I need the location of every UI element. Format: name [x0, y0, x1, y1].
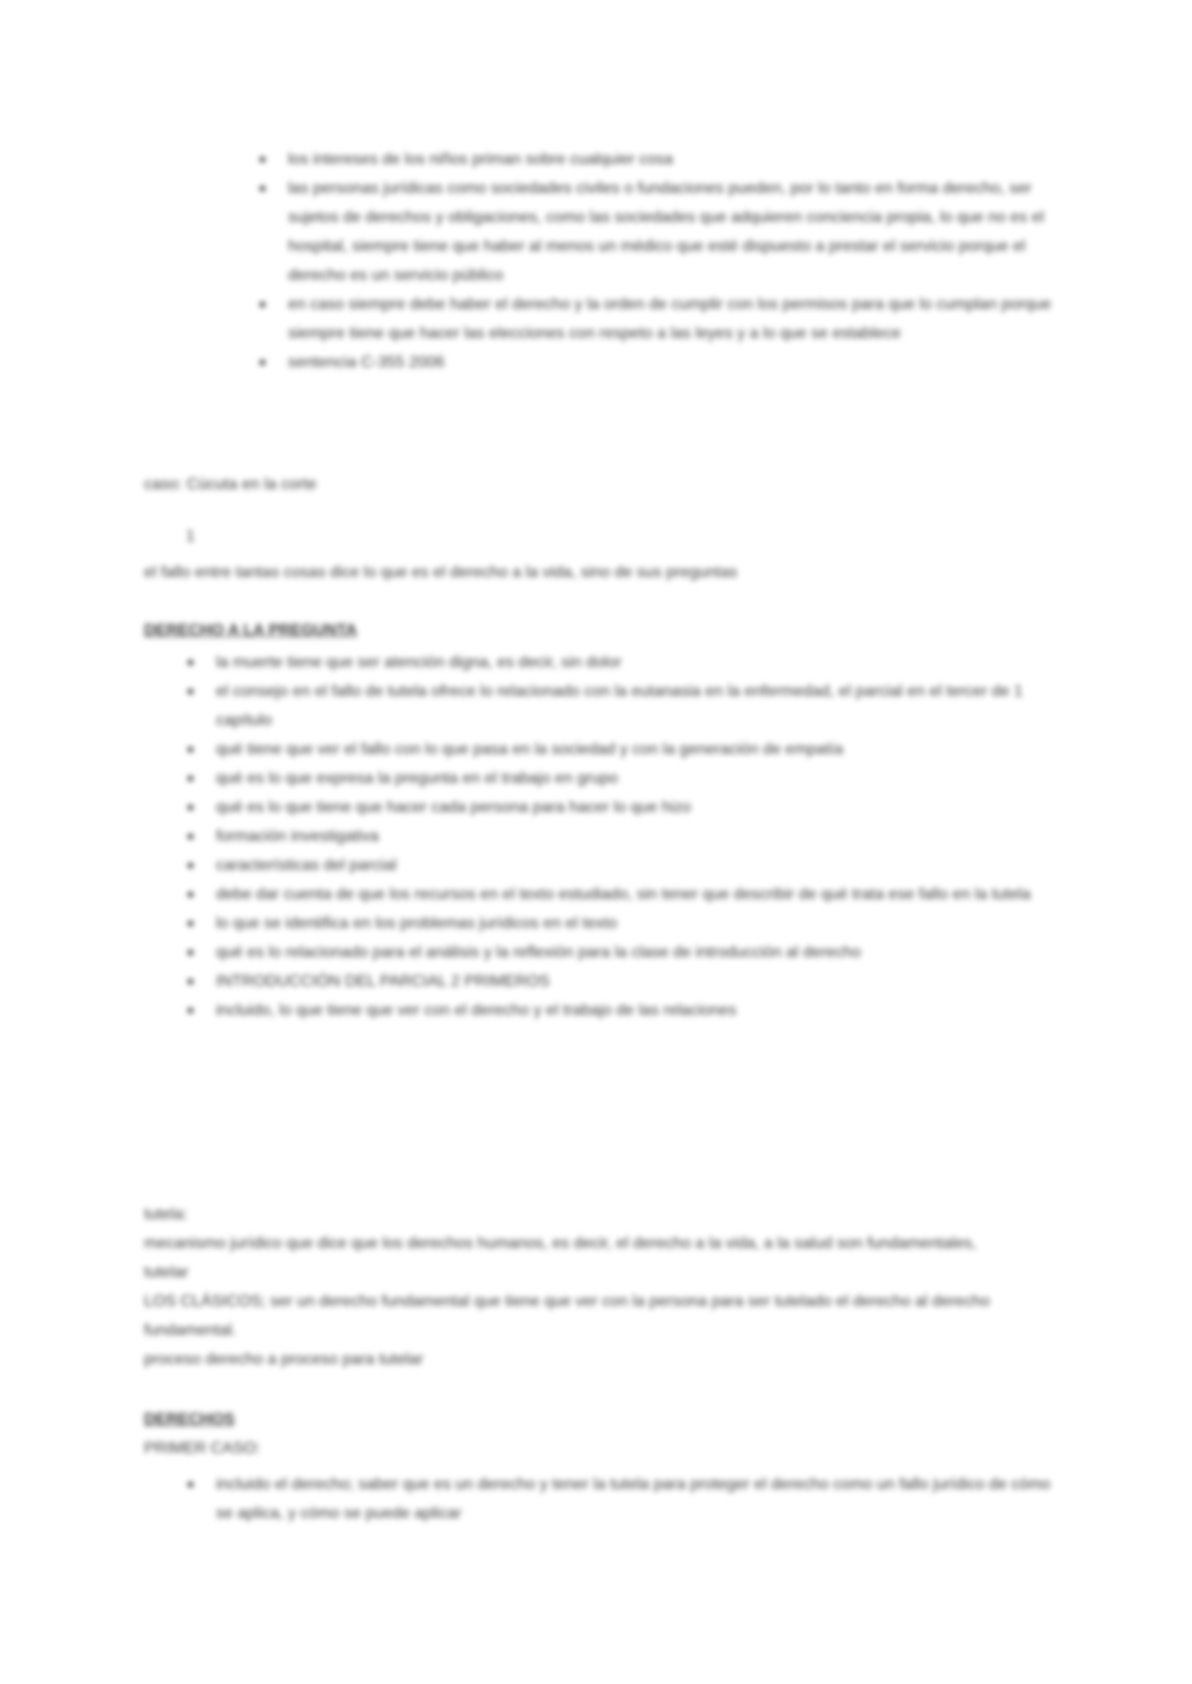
subheading-primer-caso: PRIMER CASO:	[144, 1440, 261, 1457]
text-line: mecanismo jurídico que dice que los derechos humanos, es decir, el derecho a la vida, a la salud son fundamentales,	[144, 1235, 977, 1252]
list-item: qué es lo relacionado para el análisis y la reflexión para la clase de introducción al derecho	[216, 938, 1056, 967]
list-item: qué es lo que tiene que hacer cada persona para hacer lo que hizo	[216, 793, 1056, 822]
paragraph-caso: el fallo entre tantas cosas dice lo que es el derecho a la vida, sino de sus preguntas	[144, 564, 738, 581]
section-heading-caso: caso: Cúcuta en la corte	[144, 476, 317, 493]
list-item: las personas jurídicas como sociedades civiles o fundaciones pueden, por lo tanto en forma derecho, ser sujetos de derechos y obligaciones, como las sociedades que adquieren conciencia propia, lo que no es el hospital, siempre tiene que haber al menos un médico que esté dispuesto a prestar el servicio porque el derecho es un servicio público	[288, 174, 1058, 290]
bullet-list-bottom	[216, 1470, 1056, 1528]
list-item: características del parcial	[216, 851, 1056, 880]
list-item: incluido el derecho; saber que es un derecho y tener la tutela para proteger el derecho como un fallo jurídico de cómo se aplica, y cómo se puede aplicar	[216, 1470, 1056, 1528]
list-item: los intereses de los niños priman sobre cualquier cosa	[288, 145, 1058, 174]
bullet-list-top	[288, 145, 1058, 377]
section-heading-derecho: DERECHO A LA PREGUNTA	[144, 622, 358, 639]
paragraph-tutela	[144, 1200, 1044, 1374]
list-item: qué es lo que expresa la pregunta en el trabajo en grupo	[216, 764, 1056, 793]
list-item: sentencia C-355 2006	[288, 348, 1058, 377]
list-item: debe dar cuenta de que los recursos en el texto estudiado, sin tener que describir de qué trata ese fallo en la tutela	[216, 880, 1056, 909]
text-line: tutela:	[144, 1206, 188, 1223]
text-line: tutelar	[144, 1264, 189, 1281]
list-item: incluido, lo que tiene que ver con el derecho y el trabajo de las relaciones	[216, 996, 1056, 1025]
text-line: proceso derecho a proceso para tutelar	[144, 1351, 424, 1368]
section-heading-derechos: DERECHOS	[144, 1411, 235, 1428]
list-item: qué tiene que ver el fallo con lo que pasa en la sociedad y con la generación de empatía	[216, 735, 1056, 764]
numbered-marker: 1	[186, 528, 195, 545]
list-item: la muerte tiene que ser atención digna, es decir, sin dolor	[216, 648, 1056, 677]
list-item: INTRODUCCIÓN DEL PARCIAL 2 PRIMEROS	[216, 967, 1056, 996]
text-line: LOS CLÁSICOS; ser un derecho fundamental que tiene que ver con la persona para ser tutelado el derecho al derecho fundamental.	[144, 1293, 990, 1339]
bullet-list-middle	[216, 648, 1056, 1025]
list-item: el consejo en el fallo de tutela ofrece lo relacionado con la eutanasia en la enfermedad, el parcial en el tercer de 1 capítulo	[216, 677, 1056, 735]
list-item: lo que se identifica en los problemas jurídicos en el texto	[216, 909, 1056, 938]
list-item: en caso siempre debe haber el derecho y la orden de cumplir con los permisos para que lo cumplan porque siempre tiene que hacer las elecciones con respeto a las leyes y a lo que se establece	[288, 290, 1058, 348]
list-item: formación investigativa	[216, 822, 1056, 851]
